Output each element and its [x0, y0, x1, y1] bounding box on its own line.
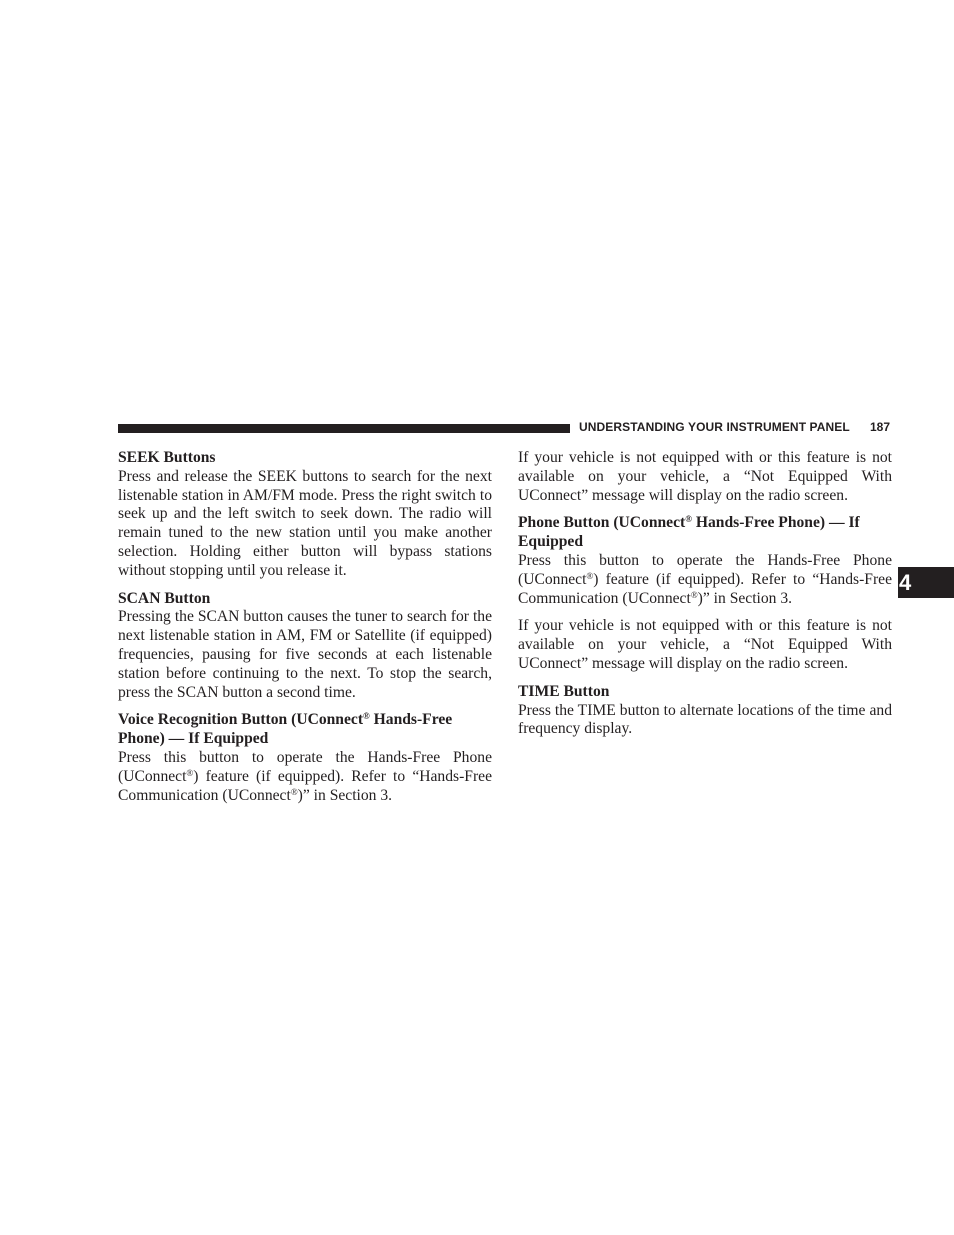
page-number: 187 [870, 420, 891, 434]
registered-mark: ® [186, 767, 194, 778]
section-seek-buttons [118, 449, 492, 581]
phone-body-part: Press this button to operate the Hands-Free Phone (UConnect [518, 551, 892, 588]
chapter-tab: 4 [898, 567, 954, 598]
voice-body [118, 749, 492, 805]
phone-heading-part: Phone Button (UConnect [518, 514, 686, 532]
phone-heading [518, 514, 892, 552]
registered-mark: ® [290, 786, 298, 797]
section-time-button [518, 683, 892, 739]
registered-mark: ® [363, 711, 370, 722]
right-column [518, 449, 892, 748]
voice-heading [118, 711, 492, 749]
voice-body-part: ) feature (if equipped). Refer to “Hands-Free Communication (UConnect [118, 767, 492, 804]
scan-body: Pressing the SCAN button causes the tuner to search for the next listenable station in AM, FM or Satellite (if equipped) frequencies, pausing for five seconds at each listenable station before continuing to the next. To stop the search, press the SCAN button a second time. [118, 608, 492, 701]
seek-heading: SEEK Buttons [118, 449, 216, 466]
voice-heading-part: Hands-Free Phone) — If Equipped [118, 711, 453, 748]
phone-heading-part: Hands-Free Phone) — If Equipped [518, 514, 860, 551]
seek-body: Press and release the SEEK buttons to search for the next listenable station in AM/FM mode. Press the right switch to seek up and the left switch to seek down. The radio will remain tuned to the new station until you make another selection. Holding either button will bypass stations without stopping until you release it. [118, 467, 492, 579]
registered-mark: ® [690, 589, 698, 600]
registered-mark: ® [685, 514, 692, 525]
header-rule [118, 424, 570, 433]
scan-heading: SCAN Button [118, 589, 211, 607]
voice-heading-part: Voice Recognition Button (UConnect [118, 711, 364, 729]
not-equipped-note-2: If your vehicle is not equipped with or this feature is not available on your vehicle, a “Not Equipped With UConnect” message will display on the radio screen. [518, 617, 892, 672]
section-scan-button [118, 590, 492, 703]
phone-body [518, 552, 892, 608]
section-phone-button [518, 514, 892, 608]
registered-mark: ® [586, 570, 594, 581]
running-header-title: UNDERSTANDING YOUR INSTRUMENT PANEL [579, 420, 850, 434]
phone-body-part: ) feature (if equipped). Refer to “Hands-Free Communication (UConnect [518, 570, 892, 607]
left-column [118, 449, 492, 814]
phone-body-part: )” in Section 3. [697, 589, 793, 607]
not-equipped-note-1: If your vehicle is not equipped with or this feature is not available on your vehicle, a “Not Equipped With UConnect” message will display on the radio screen. [518, 449, 892, 504]
voice-body-part: )” in Section 3. [297, 786, 393, 804]
section-voice-recognition [118, 711, 492, 805]
voice-body-part: Press this button to operate the Hands-Free Phone (UConnect [118, 748, 492, 785]
time-body: Press the TIME button to alternate locations of the time and frequency display. [518, 701, 892, 738]
time-heading: TIME Button [518, 682, 610, 700]
